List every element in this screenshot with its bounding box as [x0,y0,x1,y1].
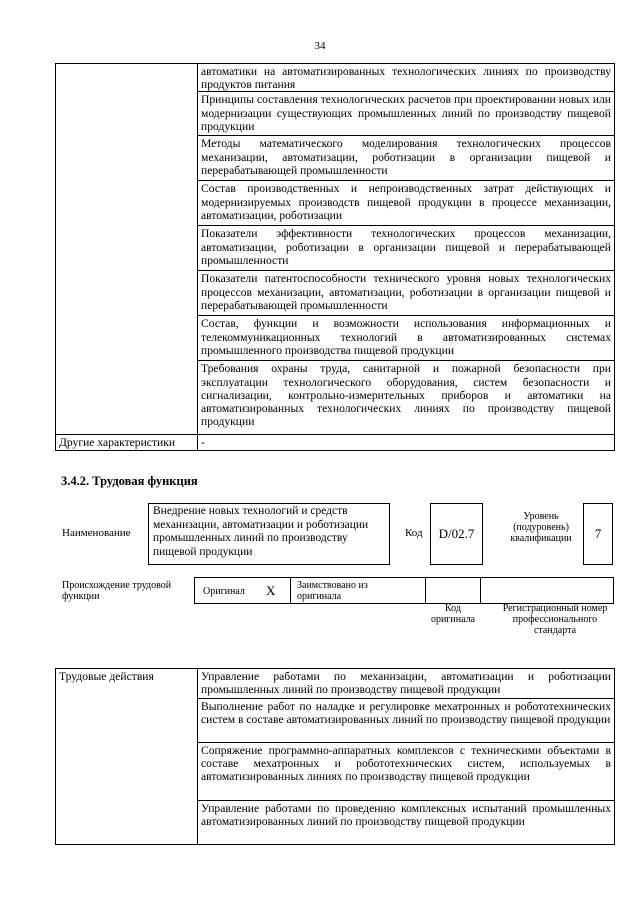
labor-action-item: Выполнение работ по наладке и регулировке мехатронных и робототехнических систем в составе автоматизированных линий по производству пищевой продукции [198,699,615,743]
knowledge-item: Показатели патентоспособности технического уровня новых технологических процессов механизации, автоматизации, роботизации в организации пищевой и перерабатывающей промышленности [198,271,615,316]
level-box [583,503,613,565]
code-original-label: Код оригинала [430,603,476,625]
knowledge-item: автоматики на автоматизированных технологических линиях по производству продуктов питания [198,64,615,92]
labor-action-item: Управление работами по проведению комплексных испытаний промышленных автоматизированных линий по производству пищевой продукции [198,801,615,845]
reg-number-label: Регистрационный номер профессионального стандарта [502,603,608,636]
origin-divider-2 [425,577,426,604]
borrowed-label: Заимствовано из оригинала [297,580,368,602]
level-label: Уровень (подуровень) квалификации [510,511,572,544]
level-value: 7 [594,526,602,541]
original-label: Оригинал [203,586,245,597]
knowledge-table [55,63,615,451]
page-number: 34 [314,40,326,52]
origin-divider-1 [290,577,291,604]
knowledge-item: Принципы составления технологических расчетов при проектировании новых или модернизации существующих промышленных линий по производству пищевой продукции [198,92,615,136]
knowledge-item: Состав, функции и возможности использования информационных и телекоммуникационных технологий в автоматизированных системах промышленного производства пищевой продукции [198,316,615,361]
knowledge-item: Показатели эффективности технологических процессов механизации, автоматизации, роботизации в организации пищевой и перерабатывающей промышленности [198,226,615,271]
function-name-value: Внедрение новых технологий и средств механизации, автоматизации и роботизации промышленных линий по производству пищевой продукции [153,505,369,558]
knowledge-label-cell [56,64,198,435]
labor-action-item: Управление работами по механизации, автоматизации и роботизации промышленных линий по производству пищевой продукции [198,669,615,699]
section-title: 3.4.2. Трудовая функция [61,474,198,488]
function-name-box [148,503,390,565]
code-value: D/02.7 [438,526,475,541]
other-characteristics-value: - [198,435,615,450]
origin-label: Происхождение трудовой функции [62,580,172,602]
labor-actions-label: Трудовые действия [56,669,198,845]
origin-box [194,577,614,604]
other-characteristics-label: Другие характеристики [56,435,198,450]
labor-actions-table [55,668,615,845]
code-box [430,503,483,565]
knowledge-item: Методы математического моделирования технологических процессов механизации, автоматизации, роботизации в организации пищевой и перерабатывающей промышленности [198,136,615,181]
knowledge-item: Требования охраны труда, санитарной и пожарной безопасности при эксплуатации технологического оборудования, систем безопасности и сигнализации, контрольно-измерительных приборов и автоматики на автоматизированных технологических линиях по производству пищевой продукции [198,361,615,435]
original-mark: X [266,583,276,598]
knowledge-item: Состав производственных и непроизводственных затрат действующих и модернизируемых производств пищевой продукции в процессе механизации, автоматизации, роботизации [198,181,615,226]
origin-divider-3 [480,577,481,604]
labor-action-item: Сопряжение программно-аппаратных комплексов с техническими объектами в составе мехатронных и робототехнических систем, используемых в автоматизированных линиях по производству пищевой продукции [198,743,615,801]
code-label: Код [405,527,423,539]
name-label: Наименование [62,527,131,539]
